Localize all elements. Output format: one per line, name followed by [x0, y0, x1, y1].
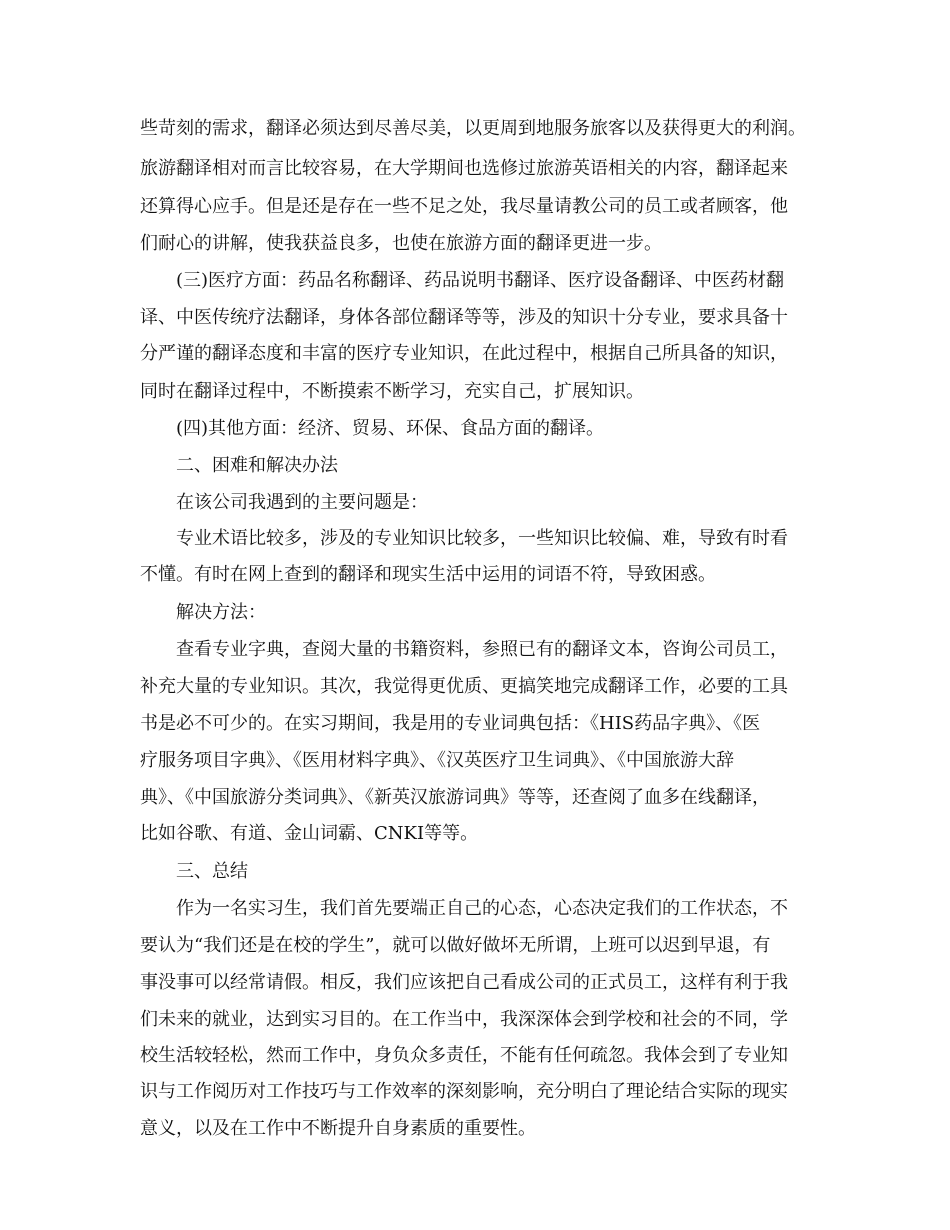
body-text-line: 译、中医传统疗法翻译，身体各部位翻译等等，涉及的知识十分专业，要求具备十 [140, 307, 788, 328]
body-text-line: 识与工作阅历对工作技巧与工作效率的深刻影响，充分明白了理论结合实际的现实 [140, 1081, 788, 1102]
body-text-line: 专业术语比较多，涉及的专业知识比较多，一些知识比较偏、难，导致有时看 [176, 528, 788, 549]
body-text-line: 查看专业字典，查阅大量的书籍资料，参照已有的翻译文本，咨询公司员工， [176, 639, 788, 660]
body-text-line: 些苛刻的需求，翻译必须达到尽善尽美，以更周到地服务旅客以及获得更大的利润。 [140, 118, 806, 139]
section-heading-difficulties: 二、困难和解决办法 [176, 455, 338, 476]
body-text-line: 事没事可以经常请假。相反，我们应该把自己看成公司的正式员工，这样有利于我 [140, 972, 788, 993]
body-text-line: 们耐心的讲解，使我获益良多，也使在旅游方面的翻译更进一步。 [140, 233, 662, 254]
body-text-line: 补充大量的专业知识。其次，我觉得更优质、更搞笑地完成翻译工作，必要的工具 [140, 676, 788, 697]
body-text-line: 还算得心应手。但是还是存在一些不足之处，我尽量请教公司的员工或者顾客，他 [140, 196, 788, 217]
body-text-line: 典》、《中国旅游分类词典》、《新英汉旅游词典》等等，还查阅了血多在线翻译， [140, 787, 770, 808]
body-text-line: 校生活较轻松，然而工作中，身负众多责任，不能有任何疏忽。我体会到了专业知 [140, 1045, 788, 1066]
body-text-line: 疗服务项目字典》、《医用材料字典》、《汉英医疗卫生词典》、《中国旅游大辞 [140, 750, 734, 771]
section-4-heading-line: (四)其他方面：经济、贸易、环保、食品方面的翻译。 [176, 418, 605, 439]
body-text-line: 旅游翻译相对而言比较容易，在大学期间也选修过旅游英语相关的内容，翻译起来 [140, 158, 788, 179]
body-text-line: 书是必不可少的。在实习期间，我是用的专业词典包括：《HIS药品字典》、《医 [140, 713, 761, 734]
section-heading-summary: 三、总结 [176, 861, 248, 882]
body-text-line: 们未来的就业，达到实习目的。在工作当中，我深深体会到学校和社会的不同，学 [140, 1009, 788, 1030]
body-text-line: 意义，以及在工作中不断提升自身素质的重要性。 [140, 1118, 536, 1139]
body-text-line: 解决方法： [176, 602, 266, 623]
body-text-line: 分严谨的翻译态度和丰富的医疗专业知识，在此过程中，根据自己所具备的知识， [140, 343, 788, 364]
body-text-line: 作为一名实习生，我们首先要端正自己的心态，心态决定我们的工作状态，不 [176, 898, 788, 919]
body-text-line: 要认为“我们还是在校的学生”，就可以做好做坏无所谓，上班可以迟到早退，有 [140, 935, 771, 956]
body-text-line: 在该公司我遇到的主要问题是： [176, 492, 428, 513]
body-text-line: 不懂。有时在网上查到的翻译和现实生活中运用的词语不符，导致困惑。 [140, 564, 716, 585]
section-3-heading-line: (三)医疗方面：药品名称翻译、药品说明书翻译、医疗设备翻译、中医药材翻 [176, 270, 785, 291]
body-text-line: 同时在翻译过程中，不断摸索不断学习，充实自己，扩展知识。 [140, 381, 644, 402]
body-text-line: 比如谷歌、有道、金山词霸、CNKI等等。 [140, 823, 479, 844]
